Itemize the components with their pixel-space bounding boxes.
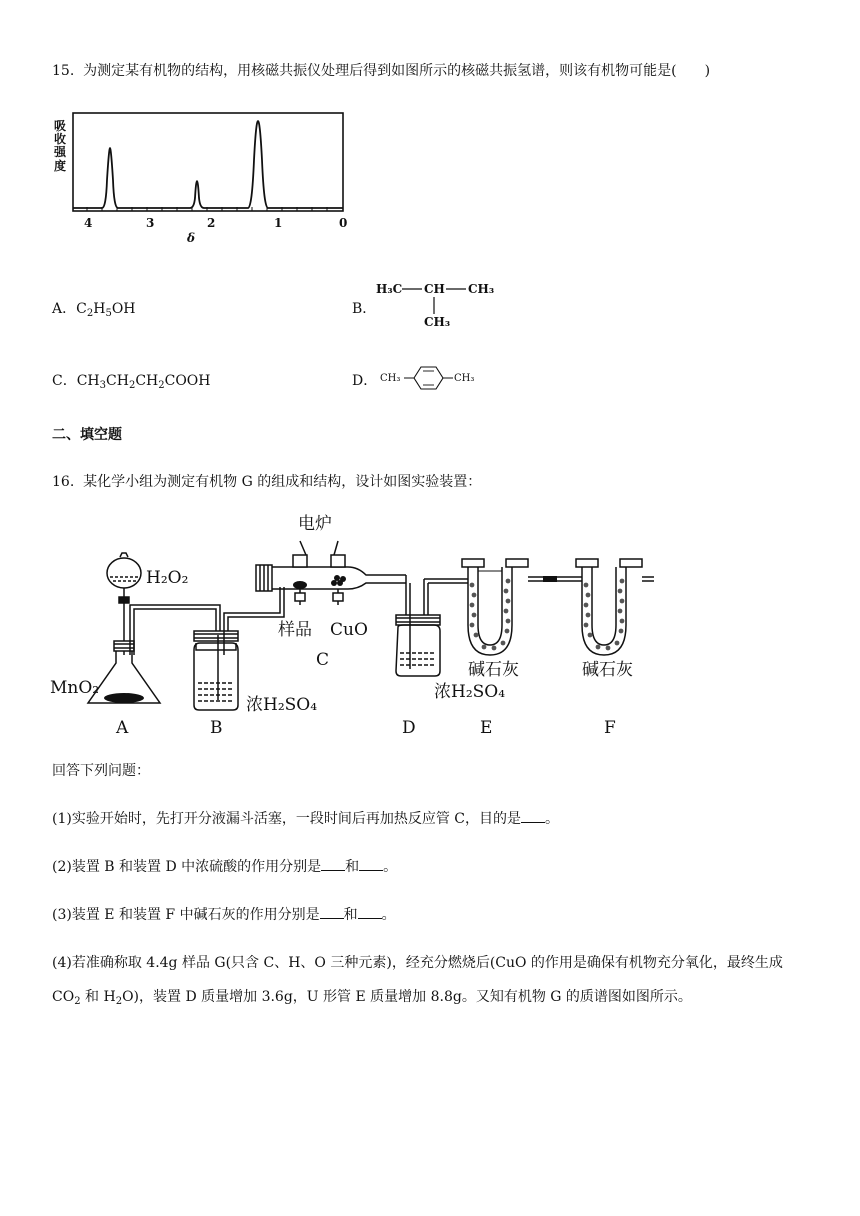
option-d-label: D． <box>352 373 378 389</box>
label-b: B <box>210 718 223 738</box>
answer-blank[interactable] <box>321 857 345 871</box>
q16-text: 某化学小组为测定有机物 G 的组成和结构，设计如图实验装置： <box>83 474 482 490</box>
section-title: 二、填空题 <box>52 427 122 443</box>
answer-blank[interactable] <box>521 809 545 823</box>
label-soda-lime-f: 碱石灰 <box>582 660 633 680</box>
q15-number: 15. <box>52 63 75 79</box>
sub-question-4-line2: $CO_2$ 和 $H_2O$)，装置 D 质量增加 3.6g，U 形管 E 质量增加 8.8g。又知有机物 G 的质谱图如图所示。 <box>52 989 692 1007</box>
svg-text:CH₃: CH₃ <box>454 373 475 384</box>
spectrum-tick-2: 2 <box>207 216 216 230</box>
spectrum-tick-0: 0 <box>339 216 348 230</box>
label-d: D <box>402 718 416 738</box>
answer-intro: 回答下列问题： <box>52 763 150 779</box>
label-f: F <box>604 718 616 738</box>
q15-stem <box>52 60 710 80</box>
svg-text:CH₃: CH₃ <box>424 315 451 329</box>
nmr-spectrum <box>50 110 350 245</box>
label-e: E <box>480 718 493 738</box>
spectrum-curve <box>73 121 343 208</box>
q16-number: 16. <box>52 474 75 490</box>
apparatus-c <box>256 541 406 605</box>
sub-question-4-line1: (4)若准确称取 4.4g 样品 G(只含 C、H、O 三种元素)，经充分燃烧后(CuO 的作用是确保有机物充分氧化，最终生成 <box>52 955 783 971</box>
q16-stem <box>52 471 481 491</box>
label-conc-acid-b: 浓H₂SO₄ <box>246 695 318 715</box>
answer-blank[interactable] <box>359 857 383 871</box>
label-soda-lime-e: 碱石灰 <box>468 660 519 680</box>
apparatus-d <box>396 579 440 676</box>
spectrum-ylabel-4: 度 <box>54 159 67 173</box>
label-mno2: MnO₂ <box>50 678 100 698</box>
label-a: A <box>116 718 129 738</box>
label-sample: 样品 <box>278 620 312 640</box>
label-conc-acid-d: 浓H₂SO₄ <box>434 682 506 702</box>
option-c: C．$CH_3CH_2CH_2COOH$ <box>52 373 211 391</box>
option-d-structure <box>378 363 488 393</box>
spectrum-tick-1: 1 <box>274 216 283 230</box>
label-furnace: 电炉 <box>298 514 332 534</box>
label-cuo: CuO <box>330 620 368 640</box>
svg-text:H₃C: H₃C <box>376 282 403 296</box>
answer-blank[interactable] <box>320 905 344 919</box>
q15-text: 为测定某有机物的结构，用核磁共振仪处理后得到如图所示的核磁共振氢谱，则该有机物可能是( ) <box>83 63 711 79</box>
label-h2o2: H₂O₂ <box>146 568 189 588</box>
spectrum-ylabel-3: 强 <box>54 145 67 159</box>
spectrum-tick-4: 4 <box>84 216 93 230</box>
option-a: A．$C_2H_5OH$ <box>52 301 136 319</box>
spectrum-ylabel-2: 收 <box>54 132 67 146</box>
apparatus-diagram <box>48 505 668 745</box>
option-b-structure <box>372 278 507 333</box>
apparatus-f <box>576 559 654 655</box>
answer-blank[interactable] <box>358 905 382 919</box>
sub-question-3: (3)装置 E 和装置 F 中碱石灰的作用分别是 和 。 <box>52 907 396 923</box>
apparatus-b <box>194 631 238 710</box>
sub-question-1: (1)实验开始时，先打开分液漏斗活塞，一段时间后再加热反应管 C，目的是 。 <box>52 811 559 827</box>
sub-question-2: (2)装置 B 和装置 D 中浓硫酸的作用分别是 和 。 <box>52 859 398 875</box>
spectrum-tick-3: 3 <box>146 216 155 230</box>
label-c: C <box>316 650 330 670</box>
spectrum-ylabel-1: 吸 <box>54 119 67 133</box>
svg-text:CH₃: CH₃ <box>468 282 495 296</box>
svg-text:CH: CH <box>424 282 445 296</box>
option-b-label: B． <box>352 301 377 317</box>
svg-text:CH₃: CH₃ <box>380 373 401 384</box>
apparatus-e <box>462 559 582 655</box>
spectrum-xlabel: δ <box>187 231 196 245</box>
